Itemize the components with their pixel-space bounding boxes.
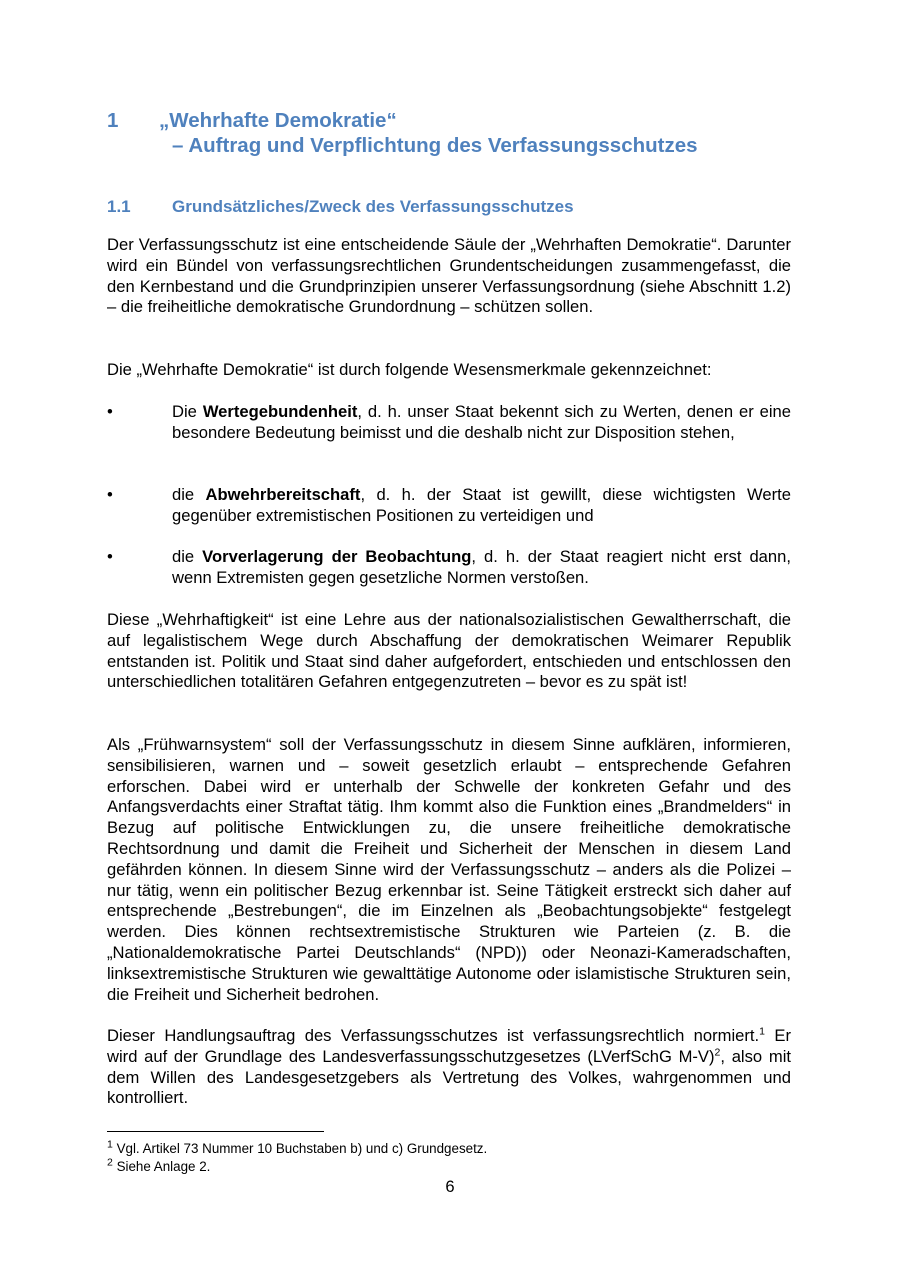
footnote-mark: 2 xyxy=(107,1156,113,1169)
chapter-number: 1 xyxy=(107,109,119,132)
bullet-keyword: Vorverlagerung der Beobachtung xyxy=(202,547,472,566)
bullet-text: die Abwehrbereitschaft, d. h. der Staat ist gewillt, diese wichtigsten Werte gegenüber extremistischen Positionen zu verteidigen und xyxy=(172,485,791,525)
paragraph-intro: Der Verfassungsschutz ist eine entscheidende Säule der „Wehrhaften Demokratie“. Darunter wird ein Bündel von verfassungsrechtlichen Grundentscheidungen zusammengefasst, die den Kernbestand und die Grundprinzipien unserer Verfassungsordnung (siehe Abschnitt 1.2) – die freiheitliche demokratische Grundordnung – schützen sollen. xyxy=(107,235,791,317)
paragraph-early-warning: Als „Frühwarnsystem“ soll der Verfassungsschutz in diesem Sinne aufklären, informieren, sensibilisieren, warnen und – soweit gesetzlich erlaubt – entsprechende Gefahren erforschen. Dabei wird er unterhalb der Schwelle der konkreten Gefahr und des Anfangsverdachts einer Straftat tätig. Ihm kommt also die Funktion eines „Brandmelders“ in Bezug auf politische Entwicklungen zu, die unsere freiheitliche demokratische Rechtsordnung und damit die Freiheit und Sicherheit der Menschen in diesem Land gefährden können. In diesem Sinne wird der Verfassungsschutz – anders als die Polizei – nur tätig, wenn ein politischer Bezug erkennbar ist. Seine Tätigkeit erstreckt sich daher auf entsprechende „Bestrebungen“, die im Einzelnen als „Beobachtungsobjekte“ festgelegt werden. Dies können rechtsextremistische Strukturen wie Parteien (z. B. die „Nationaldemokratische Partei Deutschlands“ (NPD)) oder Neonazi-Kameradschaften, linksextremistische Strukturen wie gewalttätige Autonome oder islamistische Strukturen sein, die Freiheit und Sicherheit bedrohen. xyxy=(107,735,791,1004)
footnote: $^1$ Vgl. Artikel 73 Nummer 10 Buchstaben b) und c) Grundgesetz. xyxy=(107,1138,488,1156)
paragraph-mandate: Dieser Handlungsauftrag des Verfassungsschutzes ist verfassungsrechtlich normiert.$^1$ Er wird auf der Grundlage des Landesverfassungsschutzgesetzes (LVerfSchG M-V)$^2$, also mit dem Willen des Landesgesetzgebers als Vertretung des Volkes, wahrgenommen und kontrolliert. xyxy=(107,1025,791,1108)
bullet-text: Die Wertegebundenheit, d. h. unser Staat bekennt sich zu Werten, denen er eine besondere Bedeutung beimisst und die deshalb nicht zur Disposition stehen, xyxy=(172,402,792,442)
chapter-title-line-1: „Wehrhafte Demokratie“ xyxy=(159,109,397,132)
chapter-title-line-2: – Auftrag und Verpflichtung des Verfassungsschutzes xyxy=(172,134,698,157)
paragraph-history: Diese „Wehrhaftigkeit“ ist eine Lehre aus der nationalsozialistischen Gewaltherrschaft, die auf legalistischem Wege durch Abschaffung der demokratischen Weimarer Republik entstanden ist. Politik und Staat sind daher aufgefordert, entschieden und entschlossen den unterschiedlichen totalitären Gefahren entgegenzutreten – bevor es zu spät ist! xyxy=(107,610,791,692)
footnote-ref[interactable]: 1 xyxy=(759,1025,765,1038)
footnote: $^2$ Siehe Anlage 2. xyxy=(107,1156,211,1174)
footnote-ref[interactable]: 2 xyxy=(714,1046,721,1059)
paragraph-features-lead: Die „Wehrhafte Demokratie“ ist durch folgende Wesensmerkmale gekennzeichnet: xyxy=(107,360,712,379)
bullet-symbol: • xyxy=(107,402,113,421)
section-number: 1.1 xyxy=(107,197,131,216)
bullet-keyword: Wertegebundenheit xyxy=(202,402,358,421)
bullet-symbol: • xyxy=(107,547,113,566)
footnote-mark: 1 xyxy=(107,1138,113,1151)
page-number: 6 xyxy=(445,1177,455,1196)
section-title: Grundsätzliches/Zweck des Verfassungsschutzes xyxy=(172,197,574,216)
bullet-text: die Vorverlagerung der Beobachtung, d. h. der Staat reagiert nicht erst dann, wenn Extremisten gegen gesetzliche Normen verstoßen. xyxy=(172,547,791,587)
footnote-divider xyxy=(107,1131,324,1132)
bullet-symbol: • xyxy=(107,485,113,504)
bullet-keyword: Abwehrbereitschaft xyxy=(205,485,361,504)
